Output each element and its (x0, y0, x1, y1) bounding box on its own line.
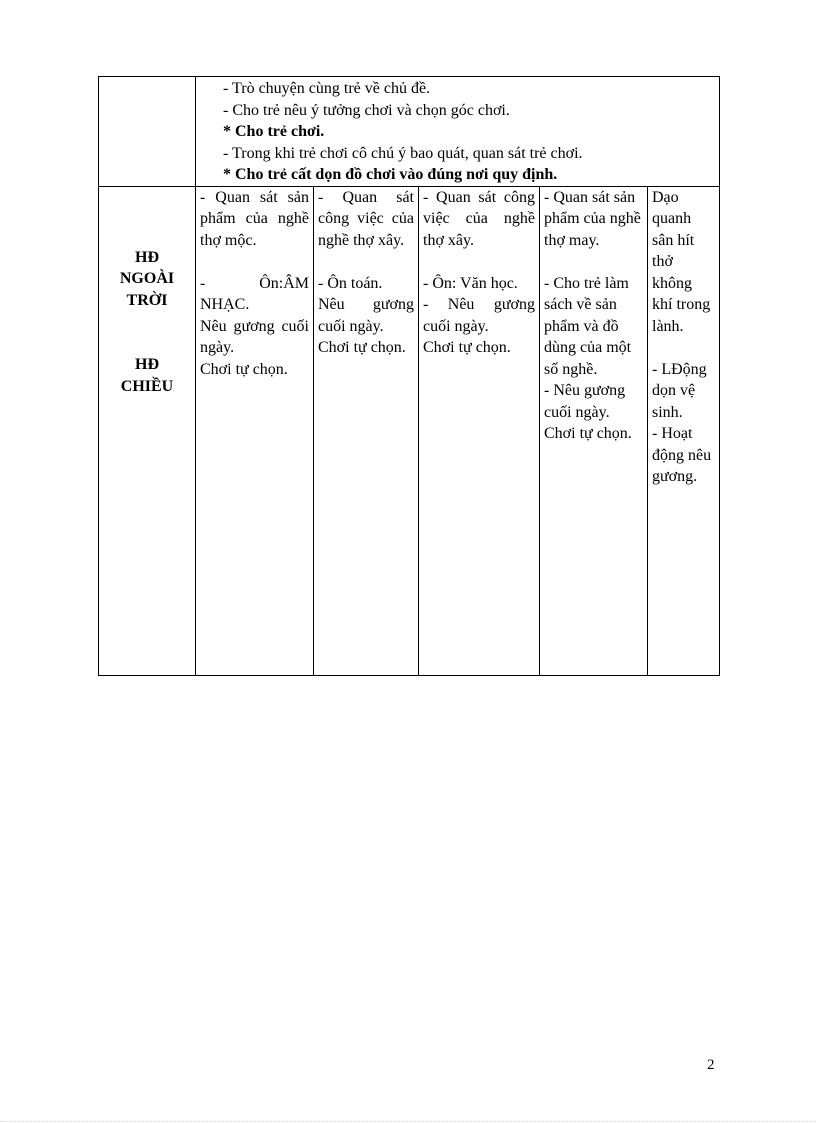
outdoor-label-line: TRỜI (126, 291, 168, 309)
cell-text: - Ôn toán. (318, 274, 383, 292)
cell-text: Dạo quanh sân hít thở không khí trong lành. (652, 188, 711, 335)
cell-text: - LĐộng dọn vệ sinh. (652, 360, 707, 421)
activity-plan-table (98, 76, 720, 676)
cell-text: - Quan sát công việc của nghề thợ xây. (318, 188, 414, 249)
section-label-cell (99, 186, 196, 675)
page-bottom-divider (0, 1121, 816, 1122)
empty-label-cell (99, 77, 196, 187)
cell-text: - Quan sát sản phẩm của nghề thợ mộc. (200, 188, 309, 249)
cell-text: - Nêu gương cuối ngày. (423, 296, 535, 335)
activity-line-bold: * Cho trẻ chơi. (223, 123, 325, 140)
activity-line: - Trong khi trẻ chơi cô chú ý bao quát, quan sát trẻ chơi. (223, 144, 583, 162)
cell-text: Chơi tự chọn. (318, 339, 406, 356)
cell-text: - Nêu gương cuối ngày. (544, 382, 626, 421)
cell-text: - Quan sát công việc của nghề thợ xây. (423, 188, 535, 249)
afternoon-label-line: CHIỀU (120, 377, 174, 395)
activity-line-bold: * Cho trẻ cất dọn đồ chơi vào đúng nơi quy định. (223, 166, 558, 183)
activity-line: - Trò chuyện cùng trẻ về chủ đề. (223, 80, 431, 97)
day-column-2 (314, 186, 419, 675)
page-number: 2 (707, 1057, 715, 1073)
cell-text: Chơi tự chọn. (200, 360, 288, 378)
day-column-3 (419, 186, 540, 675)
day-column-4 (540, 186, 648, 675)
cell-text: - Hoạt động nêu gương. (652, 425, 712, 485)
cell-text: Nêu gương cuối ngày. (200, 317, 309, 356)
cell-text: - Quan sát sản phẩm của nghề thợ may. (544, 188, 641, 249)
table-row-top (99, 77, 720, 187)
activity-line: - Cho trẻ nêu ý tưởng chơi và chọn góc chơi. (223, 101, 510, 119)
cell-text: - Ôn:ÂM NHẠC. (200, 274, 309, 313)
table-row-outdoor-afternoon (99, 186, 720, 675)
cell-text: Chơi tự chọn. (423, 339, 511, 356)
day-column-1 (196, 186, 314, 675)
cell-text: - Cho trẻ làm sách về sản phẩm và đồ dùng của một số nghề. (544, 274, 632, 378)
day-column-5 (648, 186, 720, 675)
cell-text: Chơi tự chọn. (544, 425, 632, 442)
cell-text: - Ôn: Văn học. (423, 274, 518, 292)
play-corner-activities (196, 77, 720, 187)
afternoon-label-line: HĐ (135, 356, 159, 373)
outdoor-label-line: HĐ (135, 248, 159, 266)
cell-text: Nêu gương cuối ngày. (318, 296, 414, 335)
outdoor-label-line: NGOÀI (119, 270, 175, 287)
